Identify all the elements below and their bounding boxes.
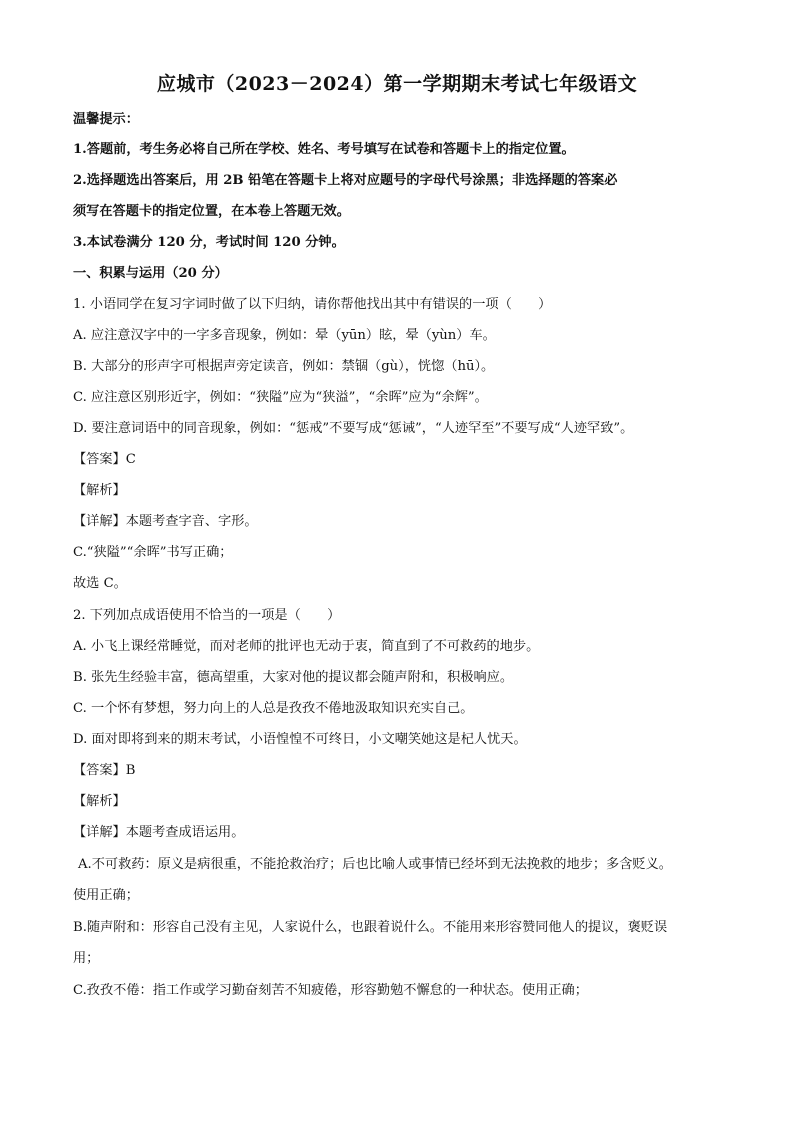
- q1-option-c: C. 应注意区别形近字，例如：“狭隘”应为“狭溢”，“余晖”应为“余辉”。: [73, 390, 488, 405]
- notice-item-3: 3.本试卷满分 120 分，考试时间 120 分钟。: [73, 235, 345, 250]
- q1-option-d: D. 要注意词语中的同音现象，例如：“惩戒”不要写成“惩诫”，“人迹罕至”不要写成“人迹罕致”。: [73, 421, 634, 436]
- q2-option-d: D. 面对即将到来的期末考试，小语惶惶不可终日，小文嘲笑她这是杞人忧天。: [73, 732, 527, 747]
- q1-option-b: B. 大部分的形声字可根据声旁定读音，例如：禁锢（gù），恍惚（hū）。: [73, 359, 495, 374]
- q2-line-4: 用；: [73, 951, 100, 966]
- q1-line-2: 故选 C。: [73, 576, 127, 591]
- q2-option-c: C. 一个怀有梦想，努力向上的人总是孜孜不倦地汲取知识充实自己。: [73, 701, 474, 716]
- q2-line-1: A.不可救药：原义是病很重，不能抢救治疗；后也比喻人或事情已经坏到无法挽救的地步；多含贬义。: [78, 857, 672, 872]
- q2-analysis: 【解析】: [73, 794, 126, 809]
- q1-stem: 1. 小语同学在复习字词时做了以下归纳，请你帮他找出其中有错误的一项（ ）: [73, 297, 552, 312]
- q2-line-5: C.孜孜不倦：指工作或学习勤奋刻苦不知疲倦，形容勤勉不懈怠的一种状态。使用正确；: [73, 983, 588, 998]
- q1-option-a: A. 应注意汉字中的一字多音现象，例如：晕（yūn）眩，晕（yùn）车。: [73, 328, 496, 343]
- q2-line-2: 使用正确；: [73, 888, 139, 903]
- q2-line-3: B.随声附和：形容自己没有主见，人家说什么，也跟着说什么。不能用来形容赞同他人的提议，褒贬误: [73, 920, 668, 935]
- q1-detail: 【详解】本题考查字音、字形。: [73, 514, 258, 529]
- exam-title: 应城市（2023－2024）第一学期期末考试七年级语文: [156, 73, 638, 95]
- q1-line-1: C.“狭隘”“余晖”书写正确；: [73, 545, 233, 560]
- q2-option-b: B. 张先生经验丰富，德高望重，大家对他的提议都会随声附和，积极响应。: [73, 670, 514, 685]
- notice-item-2: 2.选择题选出答案后，用 2B 铅笔在答题卡上将对应题号的字母代号涂黑；非选择题的答案必: [73, 173, 618, 188]
- notice-heading: 温馨提示：: [73, 112, 139, 127]
- q2-detail: 【详解】本题考查成语运用。: [73, 825, 245, 840]
- notice-item-2-cont: 须写在答题卡的指定位置，在本卷上答题无效。: [73, 204, 350, 219]
- q2-option-a: A. 小飞上课经常睡觉，而对老师的批评也无动于衷，简直到了不可救药的地步。: [73, 639, 540, 654]
- q1-answer: 【答案】C: [73, 452, 136, 467]
- section-heading: 一、积累与运用（20 分）: [73, 266, 228, 281]
- notice-item-1: 1.答题前，考生务必将自己所在学校、姓名、考号填写在试卷和答题卡上的指定位置。: [73, 142, 575, 157]
- q2-answer: 【答案】B: [73, 763, 136, 778]
- q2-stem: 2. 下列加点成语使用不恰当的一项是（ ）: [73, 608, 341, 623]
- q1-analysis: 【解析】: [73, 483, 126, 498]
